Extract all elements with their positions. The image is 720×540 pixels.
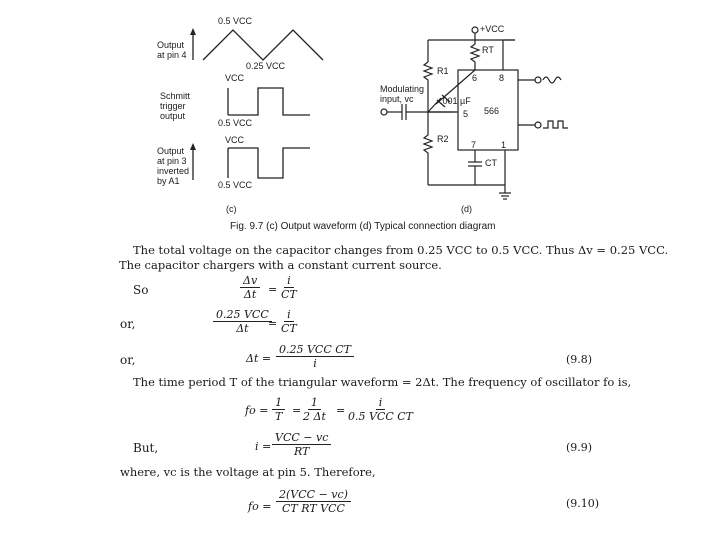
eq4-equals-2: = xyxy=(336,404,346,417)
eq6-rhs-fraction: 2(VCC − vc) CT RT VCC xyxy=(276,488,351,515)
cap-label: .001 µF xyxy=(440,96,471,106)
eq1-equals: = xyxy=(268,283,278,296)
paragraph-1-line-1: The total voltage on the capacitor changes from 0.25 VCC to 0.5 VCC. Thus Δv = 0.25 VCC. xyxy=(133,243,669,257)
ct-label: CT xyxy=(485,158,497,168)
ic-label: 566 xyxy=(484,106,500,116)
eq4-fraction-b: $\frac{1}{2 \Delta t}$ xyxy=(303,396,326,423)
paragraph-1-line-2: The capacitor chargers with a constant current source. xyxy=(119,258,442,272)
modulating-input-label: Modulating input, vc xyxy=(380,84,425,104)
wave3-bottom-label: 0.5 VCC xyxy=(218,180,253,190)
eq1-lhs-fraction: $\frac{\Delta v}{\Delta t}$ xyxy=(240,274,260,301)
pin8-label: 8 xyxy=(499,73,505,83)
paragraph-2: The time period T of the triangular waveform = 2Δt. The frequency of oscillator fo is, xyxy=(133,375,632,389)
eq2-lhs-fraction: 0.25 VCC Δt xyxy=(213,308,272,335)
wave2-top-label: VCC xyxy=(225,73,245,83)
triangle-wave xyxy=(203,30,323,60)
rt-label: RT xyxy=(482,45,494,55)
circuit-diagram xyxy=(381,27,568,199)
eq-number-9-8: (9.8) xyxy=(566,353,593,366)
fig-c-label: (c) xyxy=(226,204,237,214)
pin7-label: 7 xyxy=(471,140,477,150)
waveform-figure xyxy=(0,0,720,220)
wave3-top-label: VCC xyxy=(225,135,245,145)
so-label: So xyxy=(133,283,149,297)
eq-number-9-9: (9.9) xyxy=(566,441,593,454)
paragraph-3: where, vc is the voltage at pin 5. Therefore, xyxy=(120,465,376,479)
eq3-lhs: Δt = xyxy=(246,352,272,365)
schmitt-square-wave xyxy=(228,88,310,115)
or-label-1: or, xyxy=(120,317,136,331)
figure-caption: Fig. 9.7 (c) Output waveform (d) Typical connection diagram xyxy=(230,221,496,232)
wave2-side-label: Schmitt trigger output xyxy=(160,91,191,121)
eq3-rhs-fraction: 0.25 VCC CT i xyxy=(276,343,354,370)
output-pin3-wave xyxy=(228,148,310,178)
r2-label: R2 xyxy=(437,134,449,144)
eq4-fraction-a: $\frac{1}{T}$ xyxy=(272,396,285,423)
eq-number-9-10: (9.10) xyxy=(566,497,600,510)
eq2-equals: = xyxy=(268,317,278,330)
wave1-top-label: 0.5 VCC xyxy=(218,16,253,26)
vcc-label: +VCC xyxy=(480,24,505,34)
eq4-lhs: fo = xyxy=(245,404,269,417)
or-label-2: or, xyxy=(120,353,136,367)
pin5-label: 5 xyxy=(463,109,469,119)
pin6-label: 6 xyxy=(472,73,478,83)
wave2-bottom-label: 0.5 VCC xyxy=(218,118,253,128)
fig-d-label: (d) xyxy=(461,204,472,214)
eq4-fraction-c: i 0.5 VCC CT xyxy=(348,396,414,423)
eq1-rhs-fraction: $\frac{i}{CT}$ xyxy=(281,274,297,301)
wave3-side-label: Output at pin 3 inverted by A1 xyxy=(157,146,190,186)
wave1-side-label: Output at pin 4 xyxy=(157,40,187,60)
eq4-equals-1: = xyxy=(292,404,302,417)
eq2-rhs-fraction: $\frac{i}{CT}$ xyxy=(281,308,297,335)
pin1-label: 1 xyxy=(501,140,507,150)
wave1-bottom-label: 0.25 VCC xyxy=(246,61,286,71)
eq5-rhs-fraction: VCC − vc RT xyxy=(272,431,331,458)
eq6-lhs: fo = xyxy=(248,500,272,513)
r1-label: R1 xyxy=(437,66,449,76)
but-label: But, xyxy=(133,441,159,455)
eq5-lhs: i = xyxy=(255,440,272,453)
